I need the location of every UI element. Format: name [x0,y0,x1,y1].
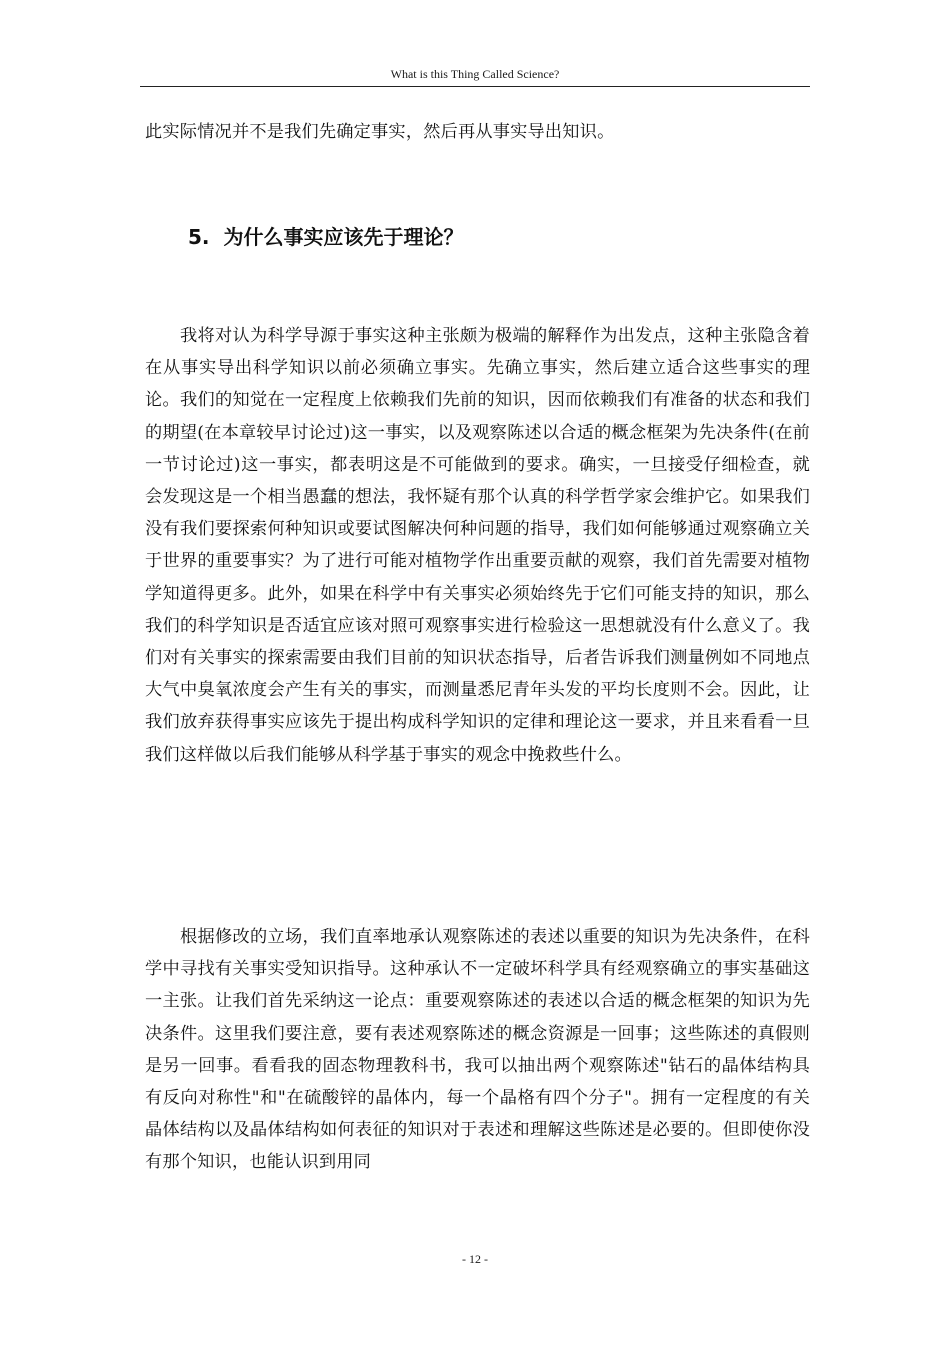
running-header: What is this Thing Called Science? [390,67,560,81]
section-heading [188,222,788,252]
body-paragraph-2: 根据修改的立场，我们直率地承认观察陈述的表述以重要的知识为先决条件，在科学中寻找有关事实受知识指导。这种承认不一定破坏科学具有经观察确立的事实基础这一主张。让我们首先采纳这一论点：重要观察陈述的表述以合适的概念框架的知识为先决条件。这里我们要注意，要有表述观察陈述的概念资源是一回事；这些陈述的真假则是另一回事。看看我的固态物理教科书，我可以抽出两个观察陈述"钻石的晶体结构具有反向对称性"和"在硫酸锌的晶体内，每一个晶格有四个分子"。拥有一定程度的有关晶体结构以及晶体结构如何表征的知识对于表述和理解这些陈述是必要的。但即使你没有那个知识，也能认识到用同 [145,927,810,1173]
header-rule [140,86,810,87]
section-number: 5. [188,225,210,249]
continuation-paragraph: 此实际情况并不是我们先确定事实，然后再从事实导出知识。 [145,122,615,142]
body-paragraph-1: 我将对认为科学导源于事实这种主张颇为极端的解释作为出发点，这种主张隐含着在从事实导出科学知识以前必须确立事实。先确立事实，然后建立适合这些事实的理论。我们的知觉在一定程度上依赖我们先前的知识，因而依赖我们有准备的状态和我们的期望(在本章较早讨论过)这一事实，以及观察陈述以合适的概念框架为先决条件(在前一节讨论过)这一事实，都表明这是不可能做到的要求。确实，一旦接受仔细检查，就会发现这是一个相当愚蠢的想法，我怀疑有那个认真的科学哲学家会维护它。如果我们没有我们要探索何种知识或要试图解决何种问题的指导，我们如何能够通过观察确立关于世界的重要事实？为了进行可能对植物学作出重要贡献的观察，我们首先需要对植物学知道得更多。此外，如果在科学中有关事实必须始终先于它们可能支持的知识，那么我们的科学知识是否适宜应该对照可观察事实进行检验这一思想就没有什么意义了。我们对有关事实的探索需要由我们目前的知识状态指导，后者告诉我们测量例如不同地点大气中臭氧浓度会产生有关的事实，而测量悉尼青年头发的平均长度则不会。因此，让我们放弃获得事实应该先于提出构成科学知识的定律和理论这一要求，并且来看看一旦我们这样做以后我们能够从科学基于事实的观念中挽救些什么。 [145,326,810,765]
page-number: - 12 - [462,1252,488,1266]
section-title: 为什么事实应该先于理论？ [223,225,464,249]
